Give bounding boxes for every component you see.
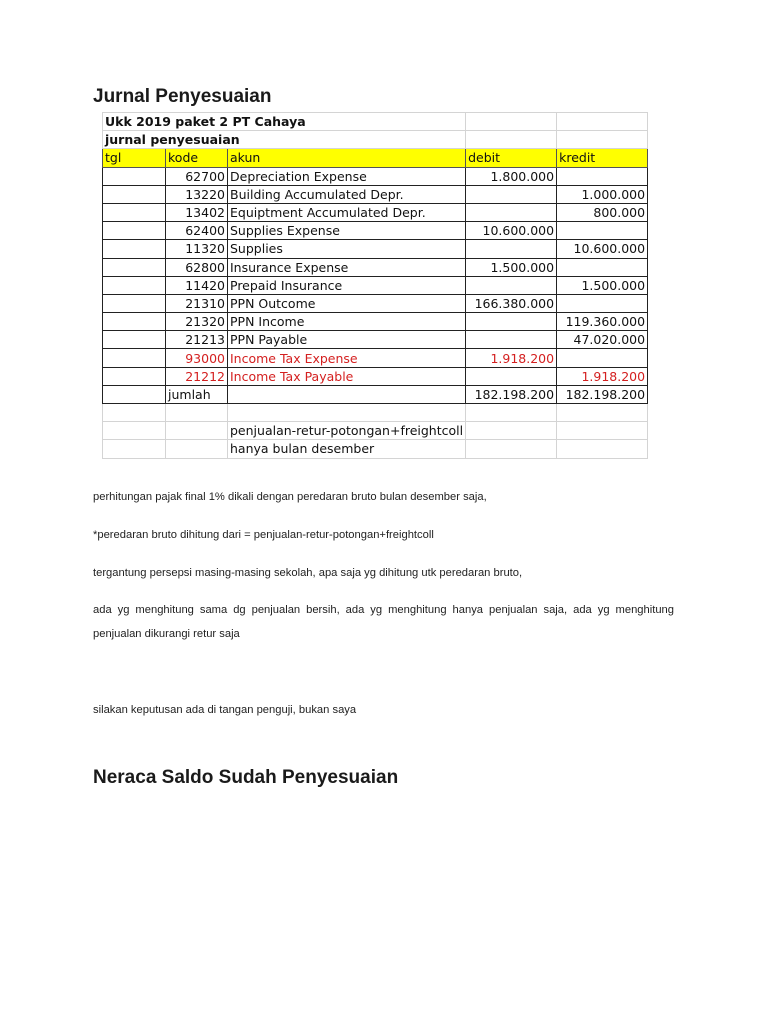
kredit-cell: 47.020.000 bbox=[557, 331, 648, 349]
kredit-cell: 119.360.000 bbox=[557, 313, 648, 331]
table-row bbox=[103, 294, 648, 312]
kode-cell: 62800 bbox=[166, 258, 228, 276]
akun-cell: Supplies Expense bbox=[228, 222, 466, 240]
akun-cell: Building Accumulated Depr. bbox=[228, 185, 466, 203]
header-debit: debit bbox=[466, 149, 557, 167]
table-row bbox=[103, 203, 648, 221]
table-row bbox=[103, 258, 648, 276]
kode-cell: 21213 bbox=[166, 331, 228, 349]
kredit-cell bbox=[557, 222, 648, 240]
debit-cell bbox=[466, 240, 557, 258]
akun-cell: Income Tax Expense bbox=[228, 349, 466, 367]
kode-cell: 93000 bbox=[166, 349, 228, 367]
kode-cell: 21320 bbox=[166, 313, 228, 331]
debit-cell: 1.800.000 bbox=[466, 167, 557, 185]
akun-cell: Supplies bbox=[228, 240, 466, 258]
debit-cell bbox=[466, 203, 557, 221]
company-title: Ukk 2019 paket 2 PT Cahaya bbox=[103, 113, 466, 131]
akun-cell: Insurance Expense bbox=[228, 258, 466, 276]
section-title-neraca-saldo: Neraca Saldo Sudah Penyesuaian bbox=[93, 767, 399, 788]
kredit-cell: 10.600.000 bbox=[557, 240, 648, 258]
debit-cell: 1.918.200 bbox=[466, 349, 557, 367]
table-row bbox=[103, 349, 648, 367]
kredit-cell: 1.500.000 bbox=[557, 276, 648, 294]
total-row bbox=[103, 385, 648, 403]
akun-cell: Equiptment Accumulated Depr. bbox=[228, 203, 466, 221]
debit-cell bbox=[466, 276, 557, 294]
akun-cell: PPN Outcome bbox=[228, 294, 466, 312]
jurnal-penyesuaian-table bbox=[102, 112, 648, 459]
total-kredit: 182.198.200 bbox=[557, 385, 648, 403]
header-kode: kode bbox=[166, 149, 228, 167]
header-kredit: kredit bbox=[557, 149, 648, 167]
kode-cell: 13402 bbox=[166, 203, 228, 221]
akun-cell: PPN Payable bbox=[228, 331, 466, 349]
kode-cell: 11420 bbox=[166, 276, 228, 294]
kredit-cell bbox=[557, 294, 648, 312]
paragraph-pajak-final: perhitungan pajak final 1% dikali dengan peredaran bruto bulan desember saja, bbox=[93, 491, 487, 503]
debit-cell bbox=[466, 185, 557, 203]
debit-cell bbox=[466, 367, 557, 385]
debit-cell bbox=[466, 313, 557, 331]
kode-cell: 13220 bbox=[166, 185, 228, 203]
kode-cell: 21310 bbox=[166, 294, 228, 312]
paragraph-persepsi: tergantung persepsi masing-masing sekolah, apa saja yg dihitung utk peredaran bruto, bbox=[93, 567, 523, 579]
total-label: jumlah bbox=[166, 385, 228, 403]
debit-cell: 166.380.000 bbox=[466, 294, 557, 312]
paragraph-peredaran-bruto: *peredaran bruto dihitung dari = penjualan-retur-potongan+freightcoll bbox=[93, 529, 434, 541]
kode-cell: 21212 bbox=[166, 367, 228, 385]
kredit-cell bbox=[557, 167, 648, 185]
total-debit: 182.198.200 bbox=[466, 385, 557, 403]
kredit-cell: 1.000.000 bbox=[557, 185, 648, 203]
kredit-cell: 1.918.200 bbox=[557, 367, 648, 385]
table-row bbox=[103, 313, 648, 331]
kode-cell: 62700 bbox=[166, 167, 228, 185]
akun-cell: PPN Income bbox=[228, 313, 466, 331]
table-row bbox=[103, 167, 648, 185]
kredit-cell: 800.000 bbox=[557, 203, 648, 221]
table-row bbox=[103, 185, 648, 203]
header-tgl: tgl bbox=[103, 149, 166, 167]
table-row bbox=[103, 222, 648, 240]
debit-cell: 10.600.000 bbox=[466, 222, 557, 240]
section-title-jurnal-penyesuaian: Jurnal Penyesuaian bbox=[93, 86, 272, 107]
table-row bbox=[103, 367, 648, 385]
akun-cell: Income Tax Payable bbox=[228, 367, 466, 385]
table-row bbox=[103, 240, 648, 258]
kredit-cell bbox=[557, 349, 648, 367]
paragraph-keputusan: silakan keputusan ada di tangan penguji, bukan saya bbox=[93, 704, 357, 716]
kode-cell: 62400 bbox=[166, 222, 228, 240]
debit-cell: 1.500.000 bbox=[466, 258, 557, 276]
note-line: penjualan-retur-potongan+freightcoll bbox=[228, 422, 466, 440]
table-row bbox=[103, 331, 648, 349]
debit-cell bbox=[466, 331, 557, 349]
header-akun: akun bbox=[228, 149, 466, 167]
kode-cell: 11320 bbox=[166, 240, 228, 258]
akun-cell: Depreciation Expense bbox=[228, 167, 466, 185]
paragraph-cara-menghitung: ada yg menghitung sama dg penjualan bersih, ada yg menghitung hanya penjualan saja, ada yg menghitung penjualan dikurangi retur saja bbox=[93, 604, 674, 640]
akun-cell: Prepaid Insurance bbox=[228, 276, 466, 294]
table-header-row bbox=[103, 149, 648, 167]
table-row bbox=[103, 276, 648, 294]
sheet-subtitle: jurnal penyesuaian bbox=[103, 131, 466, 149]
kredit-cell bbox=[557, 258, 648, 276]
note-line: hanya bulan desember bbox=[228, 440, 466, 458]
